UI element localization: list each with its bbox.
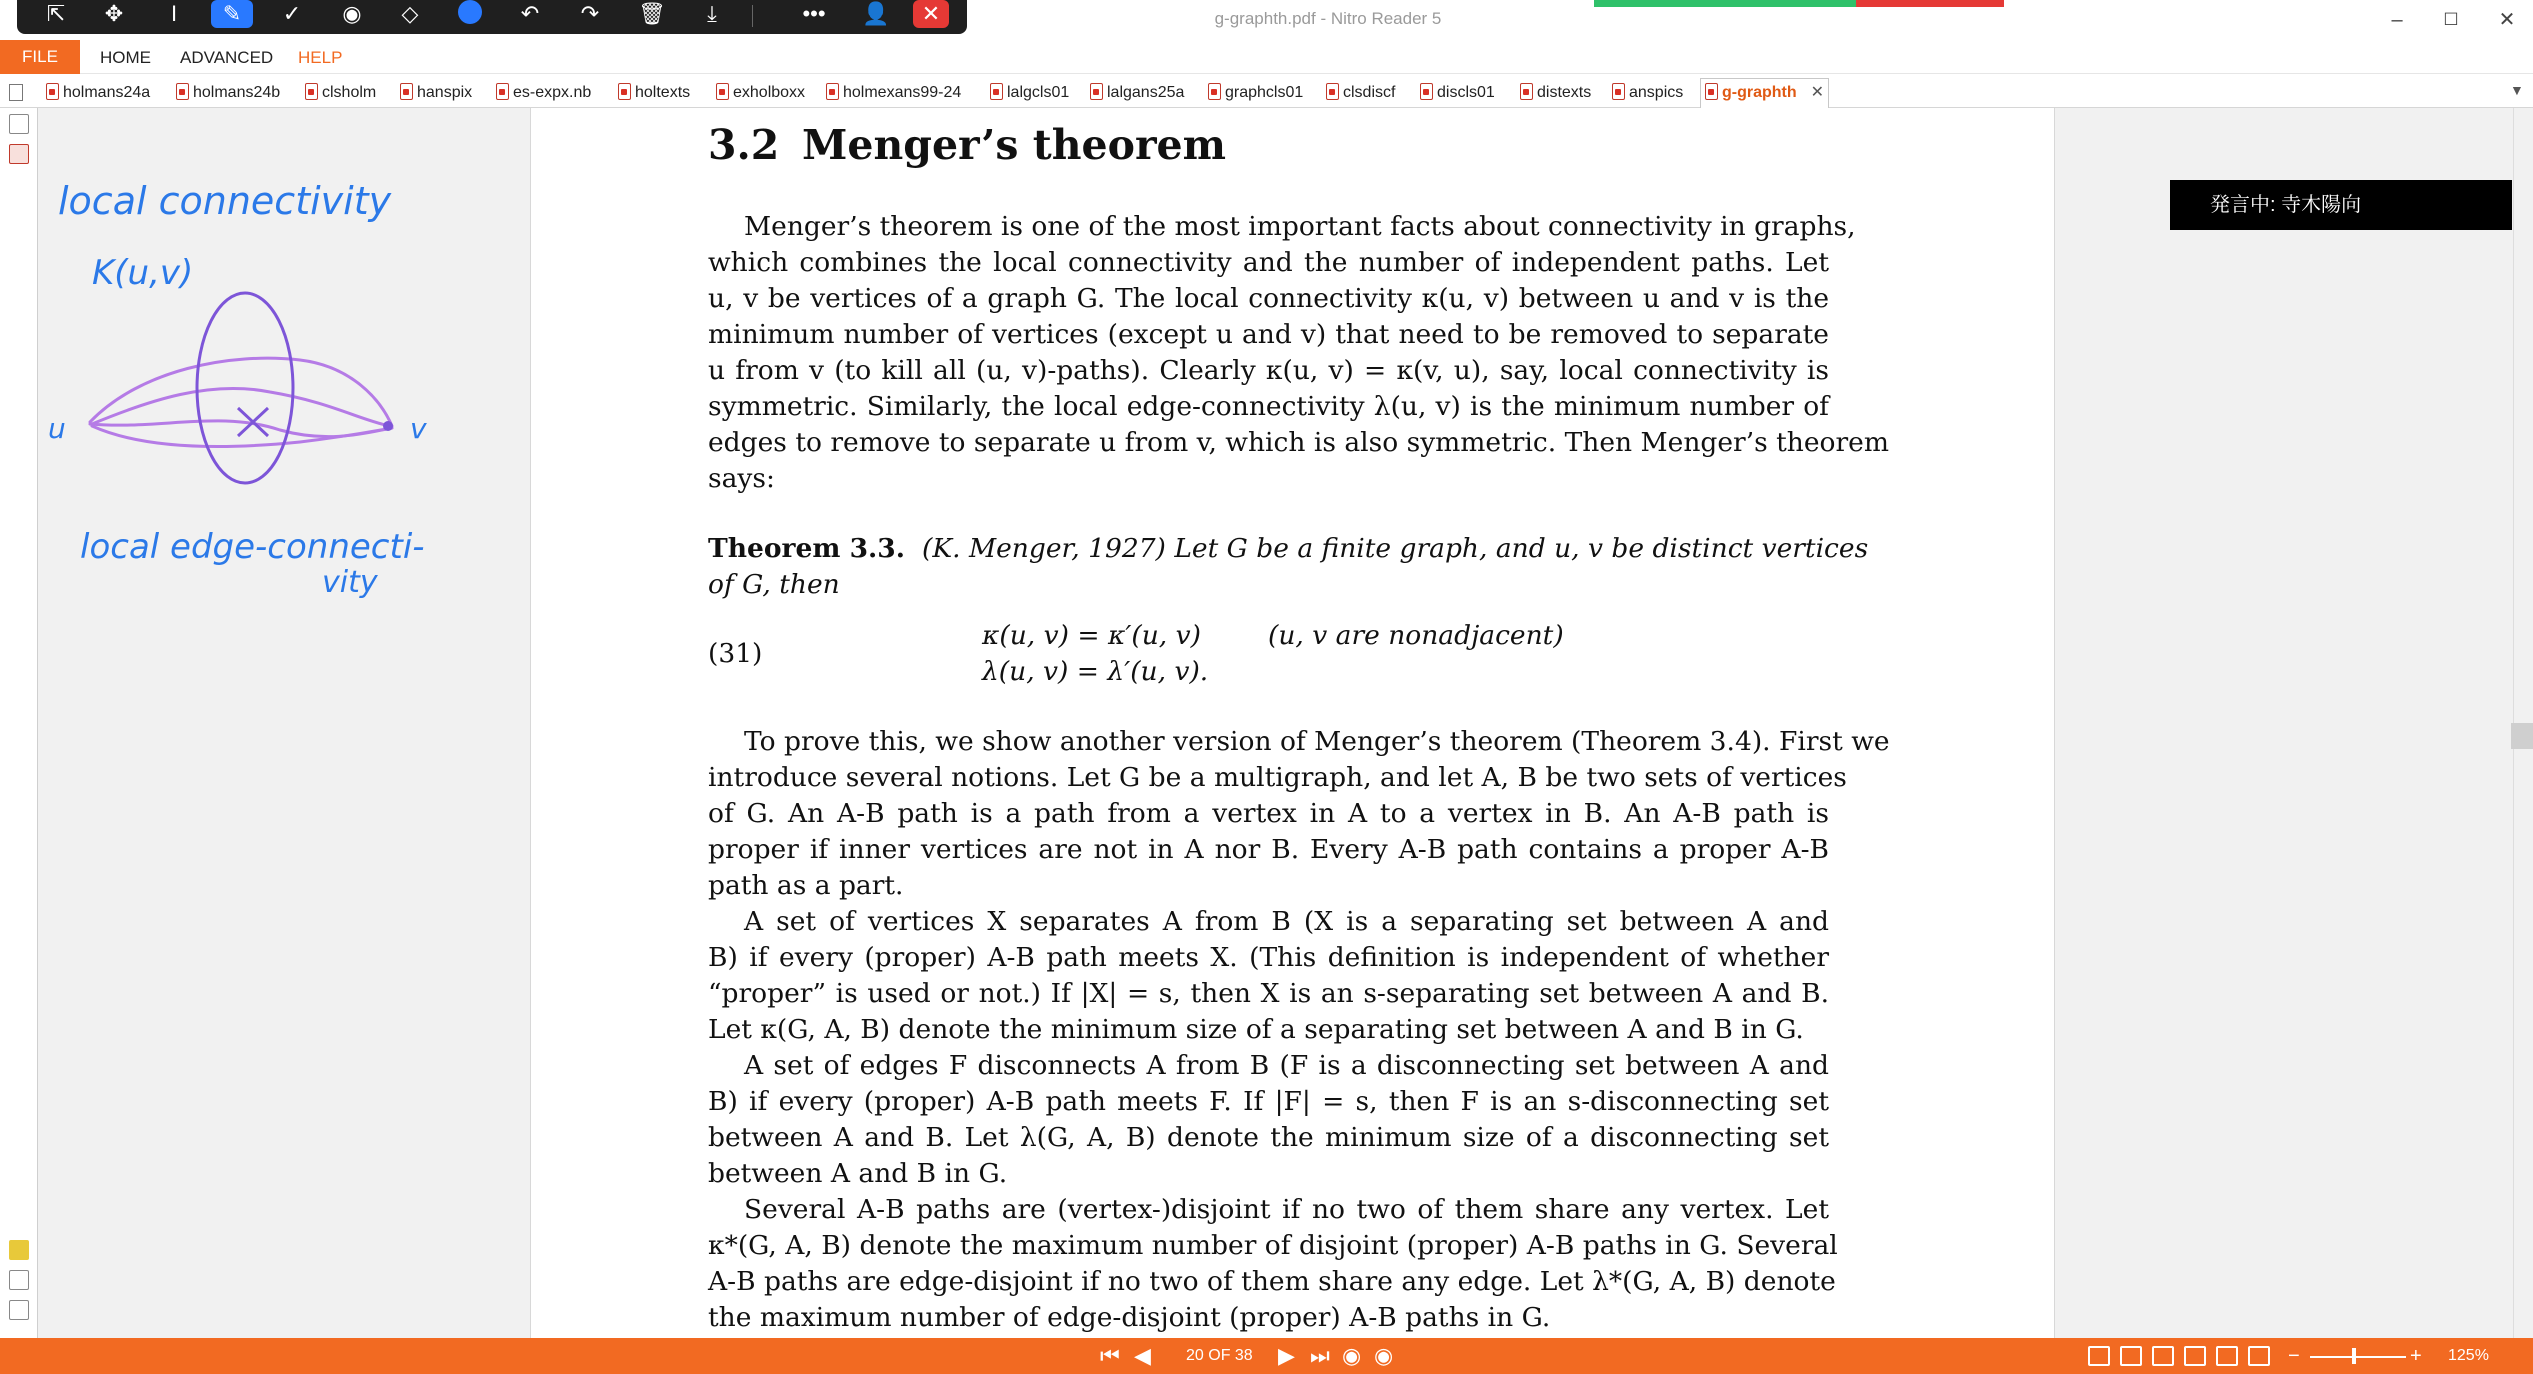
- pdf-icon: [1208, 83, 1221, 100]
- paragraph-line: between A and B in G.: [708, 1158, 1008, 1189]
- ink-text-line: local connectivity: [58, 179, 392, 223]
- ink-text-line: vity: [322, 565, 378, 600]
- paragraph-line: u from v (to kill all (u, v)-paths). Clearly κ(u, v) = κ(v, u), say, local connectivity is: [708, 355, 1829, 386]
- doc-tab-active[interactable]: g-graphth ✕: [1700, 78, 1829, 108]
- tab-file[interactable]: FILE: [0, 40, 80, 74]
- theorem-label: Theorem 3.3.: [708, 533, 905, 564]
- comments-icon[interactable]: [9, 1240, 29, 1260]
- paragraph-line: κ*(G, A, B) denote the maximum number of disjoint (proper) A-B paths in G. Several: [708, 1230, 1838, 1261]
- pages-icon[interactable]: [9, 114, 29, 134]
- pdf-icon: [400, 83, 413, 100]
- select-arrow-icon[interactable]: ⇱: [46, 1, 66, 26]
- first-page-icon[interactable]: ⏮: [1100, 1343, 1120, 1368]
- paragraph-line: To prove this, we show another version of Menger’s theorem (Theorem 3.4). First we: [744, 726, 1890, 757]
- paragraph-line: symmetric. Similarly, the local edge-connectivity λ(u, v) is the minimum number of: [708, 391, 1829, 422]
- paragraph-line: which combines the local connectivity and the number of independent paths. Let: [708, 247, 1829, 278]
- doc-tab[interactable]: clsdiscf: [1326, 80, 1395, 106]
- zoom-slider-thumb[interactable]: [2352, 1348, 2356, 1364]
- zoom-slider[interactable]: [2310, 1356, 2406, 1358]
- facing-continuous-view-icon[interactable]: [2184, 1346, 2206, 1366]
- pdf-icon: [1520, 83, 1533, 100]
- theorem-text: (K. Menger, 1927) Let G be a finite graph, and u, v be distinct vertices: [922, 533, 1869, 564]
- eraser-icon[interactable]: ◇: [401, 1, 419, 26]
- text-cursor-icon[interactable]: I: [170, 1, 178, 26]
- paragraph-line: between A and B. Let λ(G, A, B) denote the minimum size of a disconnecting set: [708, 1122, 1829, 1153]
- theorem-text: of G, then: [708, 569, 840, 600]
- doc-tab[interactable]: clsholm: [305, 80, 376, 106]
- layers-icon[interactable]: [9, 1300, 29, 1320]
- paragraph-line: of G. An A-B path is a path from a vertex in A to a vertex in B. An A-B path is: [708, 798, 1829, 829]
- ink-u-label: u: [48, 412, 66, 445]
- undo-icon[interactable]: ↶: [520, 1, 540, 26]
- pdf-icon: [46, 83, 59, 100]
- zoom-level[interactable]: 125%: [2448, 1347, 2489, 1364]
- doc-tab[interactable]: anspics: [1612, 80, 1683, 106]
- move-icon[interactable]: ✥: [104, 1, 124, 26]
- single-page-view-icon[interactable]: [2088, 1346, 2110, 1366]
- ink-v-label: v: [410, 412, 427, 445]
- paragraph-line: Let κ(G, A, B) denote the minimum size of a separating set between A and B in G.: [708, 1014, 1804, 1045]
- more-icon[interactable]: •••: [802, 1, 826, 26]
- ink-text-line: K(u,v): [92, 253, 194, 293]
- close-tab-icon[interactable]: ✕: [1810, 84, 1825, 101]
- paragraph-line: B) if every (proper) A-B path meets X. (This definition is independent of whether: [708, 942, 1829, 973]
- trash-icon[interactable]: 🗑: [638, 1, 666, 26]
- maximize-icon[interactable]: ☐: [2443, 10, 2459, 29]
- paragraph-line: the maximum number of edge-disjoint (proper) A-B paths in G.: [708, 1302, 1551, 1333]
- document-tab-bar: [0, 76, 2533, 108]
- color-dot-icon[interactable]: [449, 0, 491, 30]
- paragraph-line: A set of vertices X separates A from B (X is a separating set between A and: [744, 906, 1829, 937]
- doc-tab[interactable]: lalgcls01: [990, 80, 1069, 106]
- pen-toolbar: [17, 0, 967, 34]
- doc-tab[interactable]: discls01: [1420, 80, 1495, 106]
- section-title: Menger’s theorem: [802, 121, 1227, 169]
- paragraph-line: B) if every (proper) A-B path meets F. If |F| = s, then F is an s-disconnecting set: [708, 1086, 1829, 1117]
- paragraph-line: A set of edges F disconnects A from B (F is a disconnecting set between A and: [744, 1050, 1829, 1081]
- paragraph-line: A-B paths are edge-disjoint if no two of them share any edge. Let λ*(G, A, B) denote: [708, 1266, 1836, 1297]
- doc-tab[interactable]: hanspix: [400, 80, 472, 106]
- pdf-icon: [716, 83, 729, 100]
- speaker-indicator: 発言中: 寺木陽向: [2170, 180, 2512, 230]
- screen-share-bar[interactable]: [1594, 0, 2004, 7]
- pdf-icon: [990, 83, 1003, 100]
- ink-text-line: local edge-connecti-: [80, 527, 425, 567]
- checkmark-icon[interactable]: ✓: [282, 1, 302, 26]
- doc-tab[interactable]: distexts: [1520, 80, 1591, 106]
- zoom-in-icon[interactable]: +: [2410, 1345, 2422, 1367]
- tab-advanced[interactable]: ADVANCED: [180, 48, 274, 67]
- minimize-icon[interactable]: –: [2391, 9, 2403, 31]
- paragraph-line: path as a part.: [708, 870, 904, 901]
- pdf-icon: [1612, 83, 1625, 100]
- download-icon[interactable]: ⤓: [707, 1, 717, 26]
- pdf-icon: [826, 83, 839, 100]
- stop-share-area[interactable]: [1856, 0, 2004, 7]
- paragraph-line: Menger’s theorem is one of the most important facts about connectivity in graphs,: [744, 211, 1856, 242]
- doc-tab[interactable]: holmans24a: [46, 80, 150, 106]
- tab-home[interactable]: HOME: [100, 48, 151, 67]
- page-indicator[interactable]: 20 OF 38: [1186, 1347, 1253, 1364]
- status-bar: [0, 1338, 2533, 1374]
- scrollbar-thumb[interactable]: [2511, 723, 2533, 749]
- doc-tab[interactable]: lalgans25a: [1090, 80, 1184, 106]
- fit-page-icon[interactable]: [2248, 1346, 2270, 1366]
- paragraph-line: minimum number of vertices (except u and v) that need to be removed to separate: [708, 319, 1829, 350]
- zoom-out-icon[interactable]: −: [2288, 1345, 2300, 1367]
- doc-tab[interactable]: holmans24b: [176, 80, 280, 106]
- paragraph-line: introduce several notions. Let G be a multigraph, and let A, B be two sets of vertices: [708, 762, 1847, 793]
- pen-icon[interactable]: ✎: [211, 0, 253, 28]
- attachments-icon[interactable]: [9, 1270, 29, 1290]
- paragraph-line: proper if inner vertices are not in A nor B. Every A-B path contains a proper A-B: [708, 834, 1829, 865]
- doc-tab[interactable]: exholboxx: [716, 80, 805, 106]
- doc-tab[interactable]: holtexts: [618, 80, 690, 106]
- close-window-icon[interactable]: ✕: [2498, 9, 2516, 31]
- pdf-icon: [176, 83, 189, 100]
- doc-tab[interactable]: graphcls01: [1208, 80, 1303, 106]
- close-toolbar-icon[interactable]: ✕: [913, 0, 949, 28]
- tab-help[interactable]: HELP: [298, 48, 343, 67]
- ribbon: [0, 40, 2533, 74]
- prev-page-icon[interactable]: ◀: [1134, 1343, 1151, 1368]
- continuous-view-icon[interactable]: [2120, 1346, 2142, 1366]
- bookmarks-icon[interactable]: [9, 144, 29, 164]
- pdf-icon: [1090, 83, 1103, 100]
- next-page-icon[interactable]: ▶: [1278, 1343, 1295, 1368]
- stamp-icon[interactable]: ◉: [342, 1, 362, 26]
- previous-view-icon[interactable]: ◉: [1342, 1343, 1362, 1368]
- paragraph-line: “proper” is used or not.) If |X| = s, then X is an s-separating set between A and B.: [708, 978, 1829, 1009]
- equation: κ(u, v) = κ′(u, v): [982, 620, 1201, 651]
- last-page-icon[interactable]: ⏭: [1310, 1343, 1330, 1368]
- participants-icon[interactable]: 👤: [862, 1, 890, 26]
- pdf-icon: [1326, 83, 1339, 100]
- pdf-icon: [496, 83, 509, 100]
- pdf-icon: [1420, 83, 1433, 100]
- paragraph-line: edges to remove to separate u from v, which is also symmetric. Then Menger’s theorem: [708, 427, 1889, 458]
- pdf-icon: [618, 83, 631, 100]
- pdf-icon: [1705, 83, 1718, 100]
- window-title: g-graphth.pdf - Nitro Reader 5: [1214, 9, 1442, 28]
- equation-condition: (u, v are nonadjacent): [1268, 620, 1564, 651]
- next-view-icon[interactable]: ◉: [1374, 1343, 1394, 1368]
- pdf-icon: [305, 83, 318, 100]
- equation: λ(u, v) = λ′(u, v).: [982, 656, 1209, 687]
- tab-overflow-icon[interactable]: ▼: [2510, 82, 2524, 98]
- fit-width-icon[interactable]: [2216, 1346, 2238, 1366]
- left-panel: [0, 108, 38, 1338]
- paragraph-line: says:: [708, 463, 775, 494]
- section-number: 3.2: [708, 121, 780, 169]
- paragraph-line: u, v be vertices of a graph G. The local connectivity κ(u, v) between u and v is the: [708, 283, 1829, 314]
- doc-tab[interactable]: es-expx.nb: [496, 80, 591, 106]
- equation-number: (31): [708, 638, 763, 669]
- facing-view-icon[interactable]: [2152, 1346, 2174, 1366]
- redo-icon[interactable]: ↷: [580, 1, 600, 26]
- paragraph-line: Several A-B paths are (vertex-)disjoint if no two of them share any vertex. Let: [744, 1194, 1829, 1225]
- tab-list-icon[interactable]: [9, 84, 23, 101]
- doc-tab[interactable]: holmexans99-24: [826, 80, 961, 106]
